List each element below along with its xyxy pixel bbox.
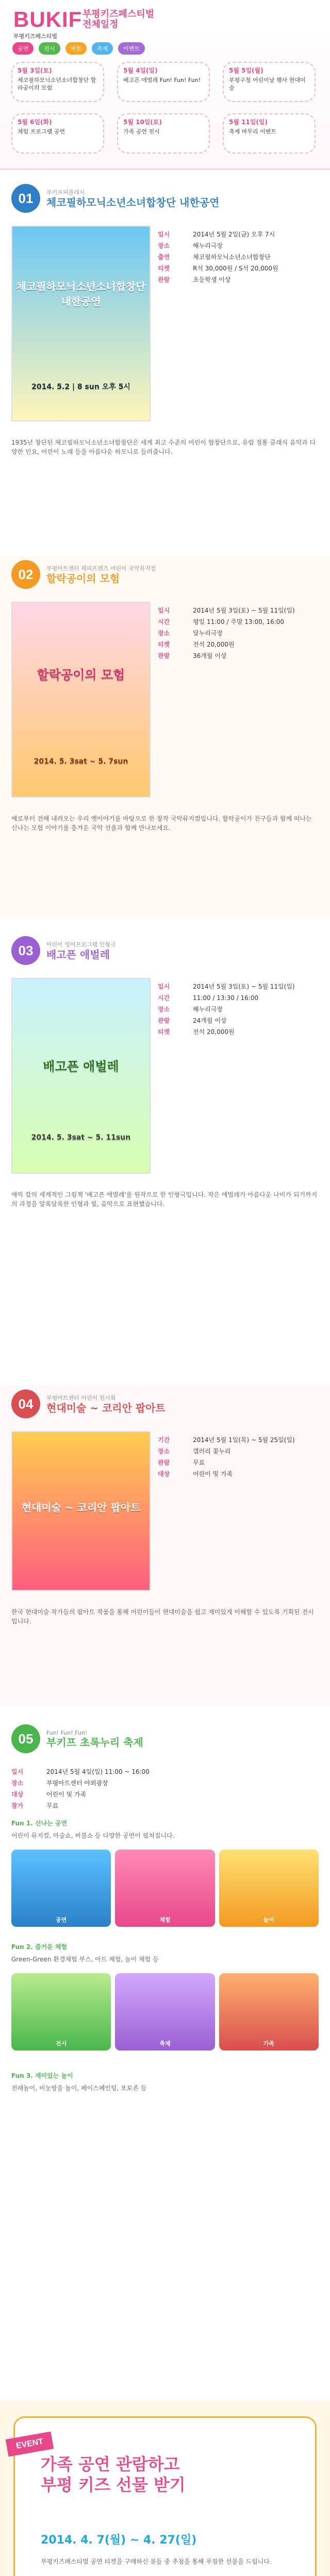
calendar-item: 5월 5일(월) 부평구청 어린이날 행사 현대미술: [223, 62, 316, 102]
legend-chip: 전시: [39, 42, 60, 55]
section-subtitle: Fun! Fun! Fun!: [46, 1729, 88, 1736]
legend-chip: 체험: [65, 42, 87, 55]
section-number: 01: [11, 184, 40, 213]
section-info: 일시 2014년 5월 4일(일) 11:00 ~ 16:00 장소 부평아트센터 야외광장 대상 어린이 및 가족 참가 무료: [11, 1768, 150, 1809]
schedule-title: 부평키즈페스티벌 전체일정: [82, 9, 155, 30]
fun-title: Fun 3. 재미있는 놀이: [11, 2072, 73, 2079]
section-title: 배고픈 애벌레: [46, 948, 110, 961]
calendar-item: 5월 10일(토) 가족 공연 전시: [117, 113, 210, 154]
photo[interactable]: 체험: [115, 1850, 214, 1927]
section-title: 체코필하모닉소년소녀합창단 내한공연: [46, 196, 220, 209]
section-title: 부키프 초록누리 축제: [46, 1736, 143, 1749]
photo[interactable]: 놀이: [219, 1850, 319, 1927]
bukif-logo: BUKIF 부평키즈페스티벌: [13, 7, 82, 40]
section-description: 한국 현대미술 작가들의 팝아트 작품을 통해 어린이들이 현대미술을 쉽고 재미있게 이해할 수 있도록 기획된 전시입니다.: [11, 1608, 314, 1625]
section-03: [0, 933, 330, 1370]
section-number: 04: [11, 1389, 40, 1418]
photo[interactable]: 공연: [11, 1850, 111, 1927]
event-title: 가족 공연 관람하고 부평 키즈 선물 받기: [41, 2454, 186, 2495]
photo-grid: [11, 1973, 319, 2050]
section-info: 기간 2014년 5월 1일(목) ~ 5월 25일(일) 장소 갤러리 꽃누리 관람 무료 대상 어린이 및 가족: [158, 1436, 295, 1478]
section-header: [0, 180, 330, 216]
section-title: 현대미술 ~ 코리안 팝아트: [46, 1402, 166, 1414]
caterpillar-poster[interactable]: 배고픈 애벌레 2014. 5. 3sat ~ 5. 11sun: [11, 978, 151, 1174]
calendar-item: 5월 11일(일) 축제 마무리 이벤트: [223, 113, 316, 154]
section-subtitle: 부평아트센터 어린이 전시회: [46, 1395, 116, 1401]
event-description: 부평키즈페스티벌 공연 티켓을 구매하신 분들 중 추첨을 통해 푸짐한 선물을 드립니다.: [41, 2558, 272, 2565]
section-info: 일시 2014년 5월 3일(토) ~ 5월 11일(일) 시간 11:00 / 13:30 / 16:00 장소 해누리극장 관람 24개월 이상 티켓 전석 20,000원: [158, 983, 295, 1036]
section-subtitle: 부키프피플레시: [46, 189, 85, 196]
section-info: 일시 2014년 5월 2일(금) 오후 7시 장소 해누리극장 출연 체코필하모닉소년소녀합창단 티켓 R석 30,000원 / S석 20,000원 관람 초등학생 이상: [158, 231, 278, 283]
fun-description: 어린이 뮤지컬, 마술쇼, 버블쇼 등 다양한 공연이 펼쳐집니다.: [11, 1832, 175, 1839]
section-number: 03: [11, 936, 40, 965]
calendar: [11, 62, 319, 160]
calendar-item: 5월 3일(토) 체코필하모닉소년소녀합창단 할라공이의 모험: [11, 62, 104, 102]
header: [0, 0, 330, 170]
section-subtitle: 어린이 영어프로그램 인형극: [46, 941, 116, 948]
calendar-item: 5월 4일(일) 배고픈 애벌레 Fun! Fun! Fun!: [117, 62, 210, 102]
legend-chip: 이벤트: [118, 42, 145, 55]
section-01: [0, 180, 330, 541]
section-02: [0, 556, 330, 917]
section-number: 02: [11, 560, 40, 589]
section-info: 일시 2014년 5월 3일(토) ~ 5월 11일(일) 시간 평일 11:00 / 주말 13:00, 16:00 장소 달누리극장 티켓 전석 20,000원 관람 36개월 이상: [158, 607, 295, 659]
event-card: [13, 2416, 317, 2576]
section-04: [0, 1386, 330, 1705]
legend: [12, 42, 318, 55]
musical-poster[interactable]: 할락공이의 모험 2014. 5. 3sat ~ 5. 7sun: [11, 602, 151, 798]
section-description: 1935년 창단된 체코필하모닉소년소녀합창단은 세계 최고 수준의 어린이 합창단으로, 유럽 정통 클래식 음악과 다양한 민요, 어린이 노래 등을 아름다운 하모니로 들려줍니다.: [11, 439, 316, 455]
photo-grid: [11, 1850, 319, 1927]
choir-poster[interactable]: 체코필하모닉소년소녀합창단 내한공연 2014. 5.2 | 8 sun 오후 5시: [11, 226, 151, 421]
fun-description: 전래놀이, 비눗방울 놀이, 페이스페인팅, 포토존 등: [11, 2084, 147, 2092]
photo[interactable]: 축제: [115, 1973, 214, 2050]
legend-chip: 공연: [12, 42, 34, 55]
fun-description: Green-Green 환경체험 부스, 아트 체험, 놀이 체험 등: [11, 1956, 159, 1963]
event-badge: EVENT: [6, 2432, 54, 2457]
section-title: 할락공이의 모험: [46, 572, 120, 585]
photo[interactable]: 가족: [219, 1973, 319, 2050]
section-number: 05: [11, 1724, 40, 1753]
calendar-item: 5월 6일(화) 체험 프로그램 공연: [11, 113, 104, 154]
section-description: 에릭 칼의 세계적인 그림책 '배고픈 애벌레'를 원작으로 한 인형극입니다. 작은 애벌레가 아름다운 나비가 되기까지의 과정을 알록달록한 인형과 빛, 음악으로 표현했습니다.: [11, 1191, 318, 1208]
art-poster[interactable]: 현대미술 ~ 코리안 팝아트: [11, 1431, 151, 1591]
event-date: 2014. 4. 7(월) ~ 4. 27(일): [41, 2534, 197, 2547]
fun-title: Fun 2. 즐거운 체험: [11, 1943, 68, 1951]
section-description: 예로부터 전해 내려오는 우리 옛이야기를 바탕으로 한 창작 국악뮤지컬입니다. 할락공이가 친구들과 함께 떠나는 신나는 모험 이야기를 흥겨운 국악 선율과 함께 만나보세요.: [11, 815, 312, 832]
fun-title: Fun 1. 신나는 공연: [11, 1820, 68, 1827]
section-subtitle: 부평아트센터 해피프렌즈 어린이 국악뮤지컬: [46, 565, 156, 572]
event-section: [0, 2401, 330, 2576]
legend-chip: 축제: [92, 42, 113, 55]
photo[interactable]: 전시: [11, 1973, 111, 2050]
section-05: [0, 1721, 330, 2385]
